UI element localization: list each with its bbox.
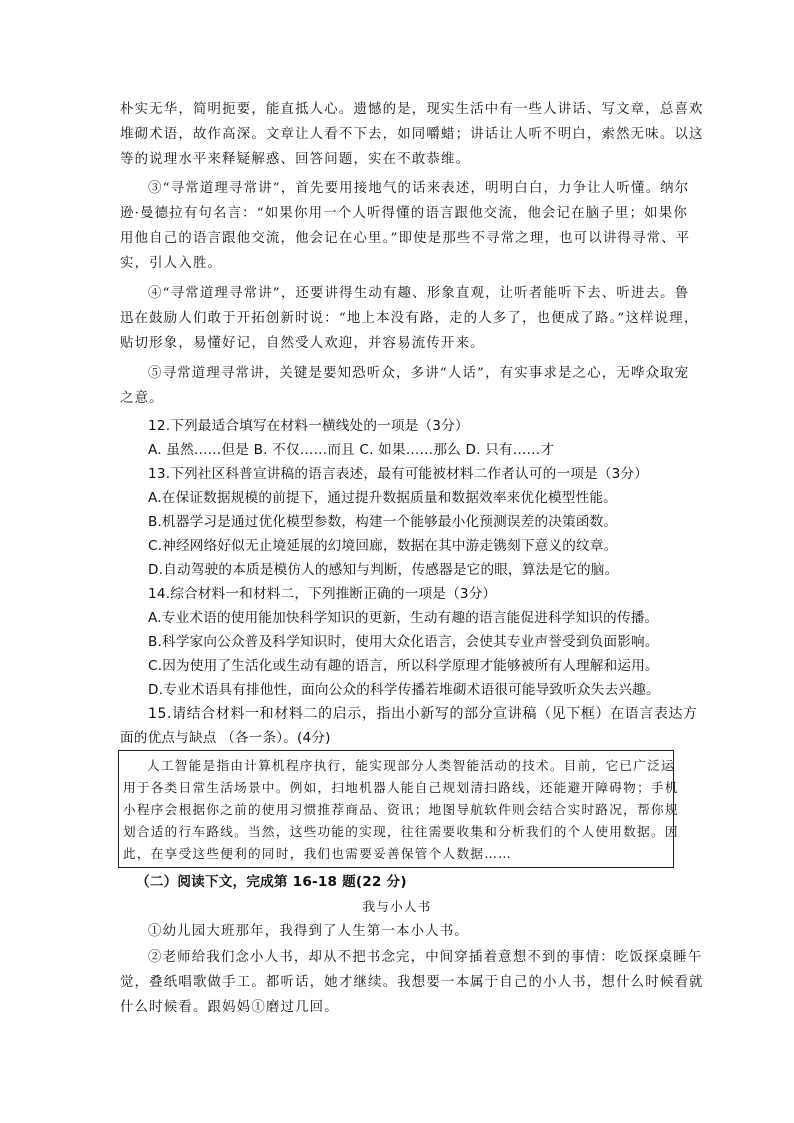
article-paragraph: ②老师给我们念小人书，却从不把书念完，中间穿插着意想不到的事情：吃饭探桌睡午 <box>148 950 703 965</box>
excerpt-box <box>118 750 679 868</box>
question-12-options: A. 虽然……但是 B. 不仅……而且 C. 如果……那么 D. 只有……才 <box>148 442 555 458</box>
material-line: 之意。 <box>120 391 164 406</box>
question-15-stem: 面的优点与缺点 （各一条）。(4分) <box>120 730 331 746</box>
article-title: 我与小人书 <box>362 899 432 914</box>
question-14-stem: 14.综合材料一和材料二，下列推断正确的一项是（3分） <box>148 586 497 602</box>
question-13-stem: 13.下列社区科普宣讲稿的语言表述，最有可能被材料二作者认可的一项是（3分） <box>148 466 649 482</box>
material-line: 用他自己的语言跟他交流，他会记在心里。”即使是那些不寻常之理，也可以讲得寻常、平 <box>120 231 691 246</box>
excerpt-line: 小程序会根据你之前的使用习惯推荐商品、资讯；地图导航软件则会结合实时路况，帮你规 <box>123 802 679 817</box>
excerpt-line: 划合适的行车路线。当然，这些功能的实现，往往需要收集和分析我们的个人使用数据。因 <box>123 824 679 839</box>
section-heading: （二）阅读下文，完成第 16-18 题(22 分) <box>136 874 407 890</box>
material-line: 实，引人入胜。 <box>120 256 223 271</box>
material-line: ④“寻常道理寻常讲”，还要讲得生动有趣、形象直观，让听者能听下去、听进去。鲁 <box>148 286 690 301</box>
question-14-option-d: D.专业术语具有排他性，面向公众的科学传播若堆砌术语很可能导致听众失去兴趣。 <box>148 682 660 698</box>
question-14-option-b: B.科学家向公众普及科学知识时，使用大众化语言，会使其专业声誉受到负面影响。 <box>148 634 659 650</box>
material-line: ③“寻常道理寻常讲”，首先要用接地气的话来表述，明明白白，力争让人听懂。纳尔 <box>148 181 690 196</box>
material-line: 等的说理水平来释疑解惑、回答问题，实在不敢恭维。 <box>120 152 471 167</box>
material-line: 逊·曼德拉有句名言：“如果你用一个人听得懂的语言跟他交流，他会记在脑子里；如果你 <box>120 206 688 221</box>
question-14-option-a: A.专业术语的使用能加快科学知识的更新，生动有趣的语言能促进科学知识的传播。 <box>148 610 659 626</box>
question-15-stem: 15.请结合材料一和材料二的启示，指出小新写的部分宣讲稿（见下框）在语言表达方 <box>148 706 698 722</box>
material-line: 贴切形象，易懂好记，自然受人欢迎，并容易流传开来。 <box>120 336 485 351</box>
question-13-option-b: B.机器学习是通过优化模型参数，构建一个能够最小化预测误差的决策函数。 <box>148 514 618 530</box>
question-12-stem: 12.下列最适合填写在材料一横线处的一项是（3分） <box>148 418 469 434</box>
question-13-option-a: A.在保证数据规模的前提下，通过提升数据质量和数据效率来优化模型性能。 <box>148 490 617 506</box>
article-paragraph: 觉，叠纸唱歌做手工。都听话，她才继续。我想要一本属于自己的小人书，想什么时候看就 <box>120 975 704 990</box>
material-line: 迅在鼓励人们敢于开拓创新时说：“地上本没有路，走的人多了，也便成了路。”这样说理， <box>120 311 699 326</box>
excerpt-line: 用于各类日常生活场景中。例如，扫地机器人能自己规划清扫路线，还能避开障碍物；手机 <box>123 780 679 795</box>
question-13-option-c: C.神经网络好似无止境延展的幻境回廊，数据在其中游走镌刻下意义的纹章。 <box>148 538 618 554</box>
question-14-option-c: C.因为使用了生活化或生动有趣的语言，所以科学原理才能够被所有人理解和运用。 <box>148 658 659 674</box>
material-line: 堆砌术语，故作高深。文章让人看不下去，如同嚼蜡；讲话让人听不明白，索然无味。以这 <box>120 127 704 142</box>
material-line: 朴实无华，简明扼要，能直抵人心。遗憾的是，现实生活中有一些人讲话、写文章，总喜欢 <box>120 102 704 117</box>
excerpt-line: 此，在享受这些便利的同时，我们也需要妥善保管个人数据…… <box>123 846 513 861</box>
question-13-option-d: D.自动驾驶的本质是模仿人的感知与判断，传感器是它的眼，算法是它的脑。 <box>148 562 619 578</box>
excerpt-line: 人工智能是指由计算机程序执行，能实现部分人类智能活动的技术。目前，它已广泛运 <box>147 758 675 773</box>
article-paragraph: 什么时候看。跟妈妈①磨过几回。 <box>120 1000 339 1015</box>
article-paragraph: ①幼儿园大班那年，我得到了人生第一本小人书。 <box>148 924 469 939</box>
material-line: ⑤寻常道理寻常讲，关键是要知恐听众，多讲“人话”，有实事求是之心，无哗众取宠 <box>148 366 690 381</box>
